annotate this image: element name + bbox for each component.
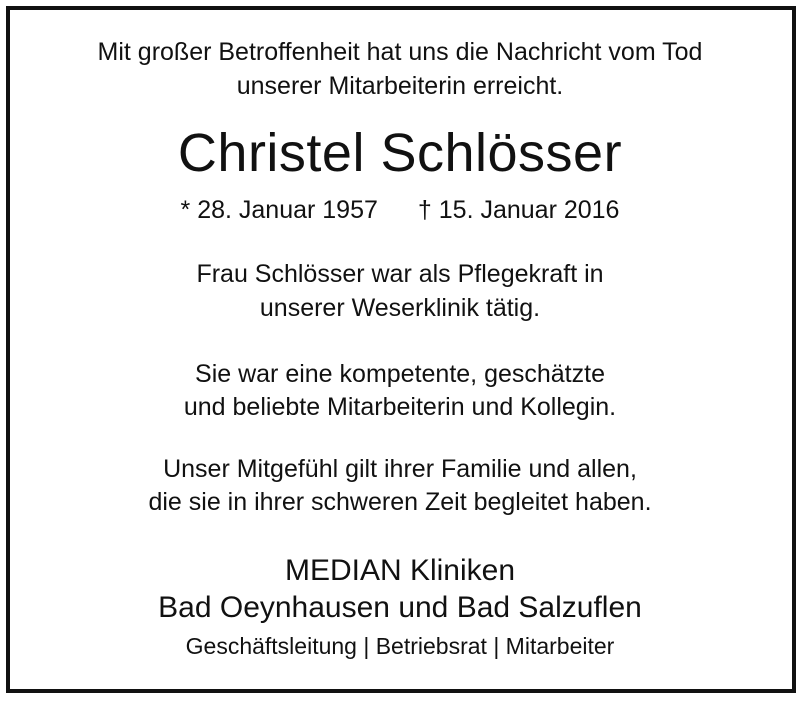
deceased-name: Christel Schlösser [177,123,623,183]
organization-departments: Geschäftsleitung | Betriebsrat | Mitarbeiter [185,633,615,659]
intro-line-1: Mit großer Betroffenheit hat uns die Nachricht vom Tod [97,38,703,66]
organization-locations: Bad Oeynhausen und Bad Salzuflen [158,591,642,624]
paragraph-1-line-1: Frau Schlösser war als Pflegekraft in [196,260,604,288]
death-date: † 15. Januar 2016 [417,196,620,224]
birth-date: * 28. Januar 1957 [180,196,378,224]
intro-line-2: unserer Mitarbeiterin erreicht. [236,72,564,100]
paragraph-1-line-2: unserer Weserklinik tätig. [259,294,541,322]
paragraph-2-line-1: Sie war eine kompetente, geschätzte [195,360,605,388]
paragraph-3-line-2: die sie in ihrer schweren Zeit begleitet haben. [148,488,652,516]
obituary-border-frame [6,6,796,693]
paragraph-3-line-1: Unser Mitgefühl gilt ihrer Familie und allen, [163,455,637,483]
organization-name: MEDIAN Kliniken [284,554,516,587]
life-dates [0,198,800,223]
paragraph-2-line-2: und beliebte Mitarbeiterin und Kollegin. [183,393,617,421]
